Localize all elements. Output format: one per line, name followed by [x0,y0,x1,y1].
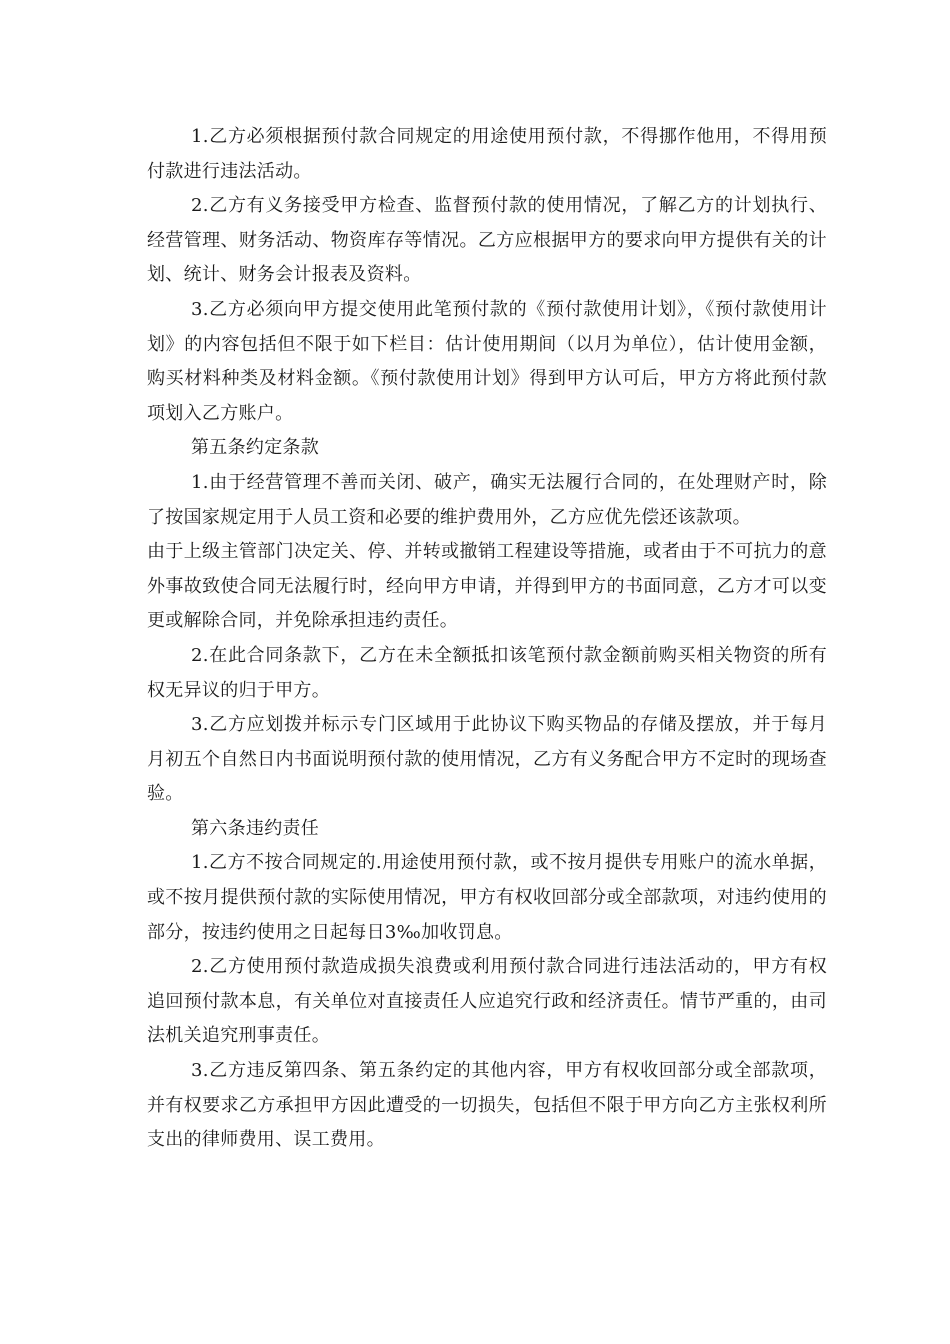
clause-4-item-2: 2.乙方有义务接受甲方检查、监督预付款的使用情况，了解乙方的计划执行、经营管理、财务活动、物资库存等情况。乙方应根据甲方的要求向甲方提供有关的计划、统计、财务会计报表及资料。 [147,195,827,286]
clause-5-item-1-continued: 由于上级主管部门决定关、停、并转或撤销工程建设等措施，或者由于不可抗力的意外事故致使合同无法履行时，经向甲方申请，并得到甲方的书面同意，乙方才可以变更或解除合同，并免除承担违约责任。 [147,541,827,632]
section-heading-article-6: 第六条违约责任 [191,817,320,839]
clause-4-item-1: 1.乙方必须根据预付款合同规定的用途使用预付款，不得挪作他用，不得用预付款进行违法活动。 [147,126,827,182]
clause-5-item-1: 1.由于经营管理不善而关闭、破产，确实无法履行合同的，在处理财产时，除了按国家规定用于人员工资和必要的维护费用外，乙方应优先偿还该款项。 [147,471,827,528]
section-heading-article-5: 第五条约定条款 [191,437,320,459]
document-body [147,120,827,1158]
clause-5-item-2: 2.在此合同条款下，乙方在未全额抵扣该笔预付款金额前购买相关物资的所有权无异议的归于甲方。 [147,644,827,701]
clause-6-item-3: 3.乙方违反第四条、第五条约定的其他内容，甲方有权收回部分或全部款项，并有权要求乙方承担甲方因此遭受的一切损失，包括但不限于甲方向乙方主张权利所支出的律师费用、误工费用。 [147,1060,827,1151]
clause-6-item-1: 1.乙方不按合同规定的.用途使用预付款，或不按月提供专用账户的流水单据，或不按月提供预付款的实际使用情况，甲方有权收回部分或全部款项，对违约使用的部分，按违约使用之日起每日3‰加收罚息。 [147,852,827,943]
clause-5-item-3: 3.乙方应划拨并标示专门区域用于此协议下购买物品的存储及摆放，并于每月月初五个自然日内书面说明预付款的使用情况，乙方有义务配合甲方不定时的现场查验。 [147,714,827,805]
clause-4-item-3: 3.乙方必须向甲方提交使用此笔预付款的《预付款使用计划》，《预付款使用计划》的内容包括但不限于如下栏目：估计使用期间（以月为单位），估计使用金额，购买材料种类及材料金额。《预付款使用计划》得到甲方认可后，甲方方将此预付款项划入乙方账户。 [147,298,827,424]
clause-6-item-2: 2.乙方使用预付款造成损失浪费或利用预付款合同进行违法活动的，甲方有权追回预付款本息，有关单位对直接责任人应追究行政和经济责任。情节严重的，由司法机关追究刑事责任。 [147,956,827,1047]
